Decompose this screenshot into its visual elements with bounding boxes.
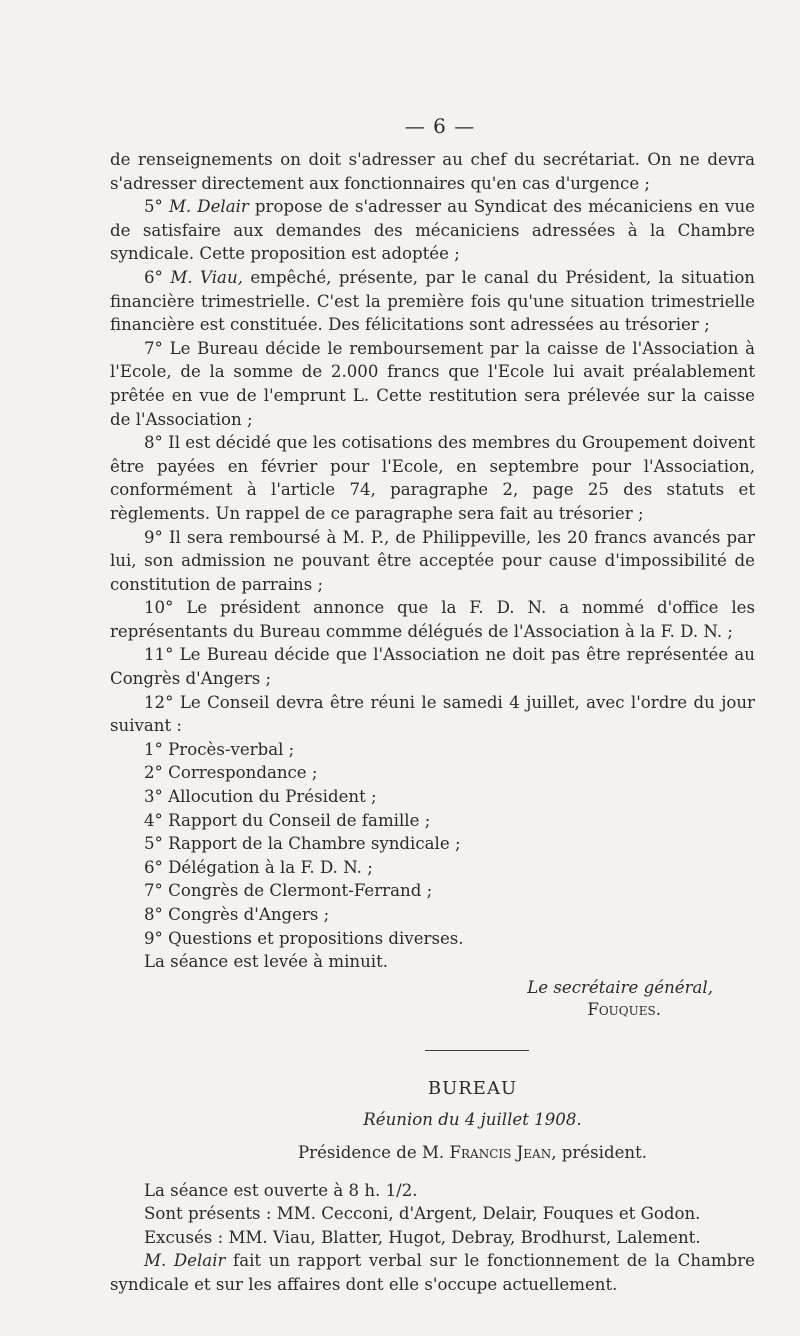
agenda-item: 8° Congrès d'Angers ; — [144, 905, 330, 924]
agenda-item: 6° Délégation à la F. D. N. ; — [144, 857, 373, 877]
item-text: fait un rapport verbal sur le fonctionnement de la Chambre syndicale et sur les affaires dont elle s'occupe actuellement. — [110, 1251, 756, 1294]
item-text: Il est décidé que les cotisations des membres du Groupement doivent être payées en février pour l'Ecole, en septembre pour l'Association, conformément à l'article 74, paragraphe 2, page 25 des statuts et règlements. Un rappel de ce paragraphe sera fait au trésorier ; — [110, 433, 755, 523]
bureau-line: Excusés : MM. Viau, Blatter, Hugot, Debray, Brodhurst, Lalement. — [144, 1227, 701, 1247]
bureau-line: Sont présents : MM. Cecconi, d'Argent, Delair, Fouques et Godon. — [144, 1204, 701, 1224]
item-number: 9° — [144, 527, 163, 547]
minutes-item-10 — [110, 596, 755, 643]
minutes-closing: La séance est levée à minuit. — [144, 952, 389, 972]
minutes-item-5 — [110, 195, 755, 266]
item-number: 10° — [144, 598, 174, 618]
minutes-intro: de renseignements on doit s'adresser au chef du secrétariat. On ne devra s'adresser directement aux fonctionnaires qu'en cas d'urgence ; — [110, 150, 755, 193]
page-number: — 6 — — [404, 114, 476, 138]
agenda-item: 7° Congrès de Clermont-Ferrand ; — [144, 881, 433, 901]
page-body — [110, 148, 755, 1297]
agenda-item: 4° Rapport du Conseil de famille ; — [144, 810, 431, 830]
item-number: 7° — [144, 338, 163, 358]
agenda-item: 1° Procès-verbal ; — [144, 739, 295, 759]
item-number: 11° — [144, 645, 174, 665]
presidence-prefix: Présidence de M. — [297, 1142, 450, 1162]
item-text: Le Bureau décide le remboursement par la caisse de l'Association à l'Ecole, de la somme de 2.000 francs que l'Ecole lui avait préalablement prêtée en vue de l'emprunt L. Cette restitution sera prélevée sur la caisse de l'Association ; — [110, 338, 755, 429]
item-text: empêché, présente, par le canal du Président, la situation financière trimestrielle. C'est la première fois qu'une situation trimestrielle financière est constituée. Des félicitations sont adressées au trésorier ; — [110, 267, 755, 335]
signature-name: Fouques. — [587, 999, 661, 1019]
bureau-final-paragraph — [110, 1249, 755, 1296]
item-text: propose de s'adresser au Syndicat des mécaniciens en vue de satisfaire aux demandes des mécaniciens adressées à la Chambre syndicale. Cette proposition est adoptée ; — [110, 197, 756, 264]
item-number: 5° — [144, 197, 163, 217]
agenda-item: 3° Allocution du Président ; — [144, 787, 377, 807]
agenda-item: 9° Questions et propositions diverses. — [144, 928, 464, 948]
item-number: 8° — [144, 433, 163, 453]
presidence-suffix: , président. — [551, 1142, 648, 1162]
item-text: Le président annonce que la F. D. N. a nommé d'office les représentants du Bureau commme délégués de l'Association à la F. D. N. ; — [110, 598, 755, 641]
minutes-item-12 — [110, 691, 755, 738]
item-person: M. Delair — [168, 197, 249, 217]
president-name: Francis Jean — [449, 1142, 552, 1162]
minutes-item-11 — [110, 643, 755, 690]
signature-block — [110, 977, 755, 1021]
item-person: M. Viau, — [170, 267, 243, 287]
section-divider — [425, 1050, 529, 1051]
presidence-line — [190, 1141, 755, 1165]
section-title: BUREAU — [427, 1077, 518, 1099]
item-text: Il sera remboursé à M. P., de Philippeville, les 20 francs avancés par lui, son admission ne pouvant être acceptée pour cause d'impossibilité de constitution de parrains ; — [110, 527, 755, 594]
minutes-item-9 — [110, 526, 755, 597]
minutes-item-8 — [110, 431, 755, 525]
item-text: Le Bureau décide que l'Association ne doit pas être représentée au Congrès d'Angers ; — [110, 645, 755, 689]
minutes-item-6 — [110, 266, 755, 337]
meeting-date: Réunion du 4 juillet 1908. — [363, 1110, 582, 1130]
signature-role: Le secrétaire général, — [527, 977, 713, 997]
item-text: Le Conseil devra être réuni le samedi 4 juillet, avec l'ordre du jour suivant : — [110, 692, 755, 736]
item-number: 6° — [144, 267, 163, 287]
item-number: 12° — [144, 692, 174, 712]
agenda-item: 5° Rapport de la Chambre syndicale ; — [144, 834, 461, 854]
bureau-line: La séance est ouverte à 8 h. 1/2. — [144, 1180, 418, 1200]
agenda-item: 2° Correspondance ; — [144, 763, 318, 783]
item-person: M. Delair — [144, 1251, 226, 1271]
minutes-item-7 — [110, 337, 755, 431]
